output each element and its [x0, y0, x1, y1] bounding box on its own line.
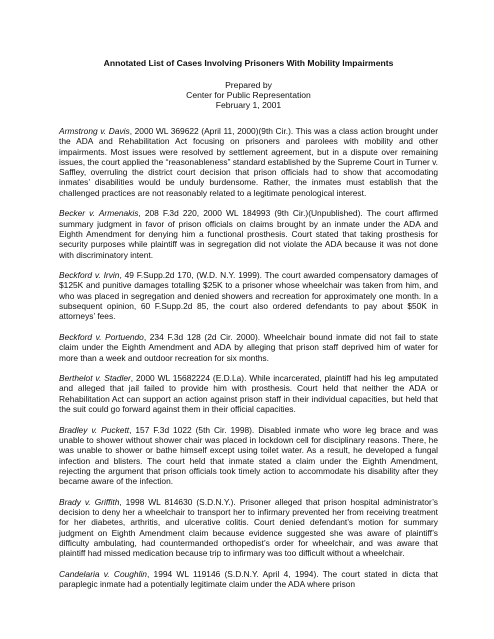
case-name: Beckford v. Irvin: [59, 270, 120, 281]
credit-organization: Center for Public Representation: [186, 90, 311, 100]
case-text: , 1994 WL 119146 (S.D.N.Y. April 4, 1994). The court stated in dicta that paraplegic inmate had a potentially legitimate claim under the ADA where prison: [59, 568, 439, 590]
case-entry-berthelot: [59, 373, 438, 414]
case-entry-candelaria: [59, 569, 438, 590]
credit-date: February 1, 2001: [215, 100, 282, 110]
case-name: Armstrong v. Davis: [59, 126, 130, 136]
case-text: , 1998 WL 814630 (S.D.N.Y.). Prisoner alleged that prison hospital administrator’s decision to deny her a wheelchair to transport her to infirmary prevented her from receiving treatment for her diabetes, arthritis, and ulcerative colitis. Court denied defendant’s motion for summary judgment on Eighth Amendment claim because evidence suggested she was aware of plaintiff’s difficulty ambulating, had countermanded orthopedist’s order for wheelchair, and was aware that plaintiff had missed medication because trip to infirmary was too difficult without a wheelchair.: [59, 496, 438, 559]
case-text: , 234 F.3d 128 (2d Cir. 2000). Wheelchair bound inmate did not fail to state claim under the Eighth Amendment and ADA by alleging that prison staff deprived him of water for more than a week and outdoor recreation for six months.: [59, 331, 438, 363]
document-credit: [59, 80, 438, 110]
case-entry-armstrong: [59, 126, 438, 198]
document-title: Annotated List of Cases Involving Prisoners With Mobility Impairments: [103, 58, 394, 68]
case-entry-beckford-portuendo: [59, 332, 438, 363]
case-text: , 49 F.Supp.2d 170, (W.D. N.Y. 1999). The court awarded compensatory damages of $125K and punitive damages totalling $25K to a prisoner whose wheelchair was taken from him, and who was placed in segregation and denied showers and recreation for approximately one month. In a subsequent opinion, 60 F.Supp.2d 85, the court also ordered defendants to pay about $50K in attorneys’ fees.: [59, 270, 439, 322]
case-name: Brady v. Griffith: [59, 496, 120, 507]
case-entry-brady: [59, 497, 438, 559]
case-name: Beckford v. Portuendo: [59, 331, 144, 342]
case-entry-bradley: [59, 425, 438, 487]
case-entry-becker: [59, 208, 438, 259]
case-name: Bradley v. Puckett: [59, 424, 130, 435]
case-name: Candelaria v. Coughlin: [59, 568, 147, 579]
case-text: , 2000 WL 369622 (April 11, 2000)(9th Cir.). This was a class action brought under the ADA and Rehabilitation Act focusing on prisoners and parolees with mobility and other impairments. Most issues were resolved by settlement agreement, but in a dispute over remaining issues, the court applied the “reasonableness” standard established by the Supreme Court in Turner v. Saffley, overruling the district court decision that prison officials had to show that accomodating inmates’ disabilities would be unduly burdensome. Rather, the inmates must establish that the challenged practices are not reasonably related to a legitimate penological interest.: [59, 126, 438, 198]
case-text: , 157 F.3d 1022 (5th Cir. 1998). Disabled inmate who wore leg brace and was unable to shower without shower chair was placed in lockdown cell for disciplinary reasons. There, he was unable to shower or bathe himself except using toilet water. As a result, he developed a fungal infection and blisters. The court held that inmate stated a claim under the Eighth Amendment, rejecting the argument that prison officials took timely action to accommodate his disability after they became aware of the infection.: [59, 424, 439, 487]
case-text: , 208 F.3d 220, 2000 WL 184993 (9th Cir.)(Unpublished). The court affirmed summary judgment in favor of prison officials on claims brought by an inmate under the ADA and Eighth Amendment for denying him a functional prosthesis. Court stated that taking prosthesis for security purposes while plaintiff was in segregation did not violate the ADA because it was not done with discriminatory intent.: [59, 208, 438, 260]
case-text: , 2000 WL 15682224 (E.D.La). While incarcerated, plaintiff had his leg amputated and alleged that jail failed to provide him with prosthesis. Court held that neither the ADA or Rehabilitation Act can support an action against prison staff in their individual capacities, but held that the suit could go forward against them in their official capacities.: [59, 373, 438, 415]
credit-prepared-by: Prepared by: [225, 80, 272, 90]
case-name: Becker v. Armenakis: [59, 208, 139, 219]
case-name: Berthelot v. Stadler: [59, 373, 131, 384]
case-entry-beckford-irvin: [59, 270, 438, 321]
